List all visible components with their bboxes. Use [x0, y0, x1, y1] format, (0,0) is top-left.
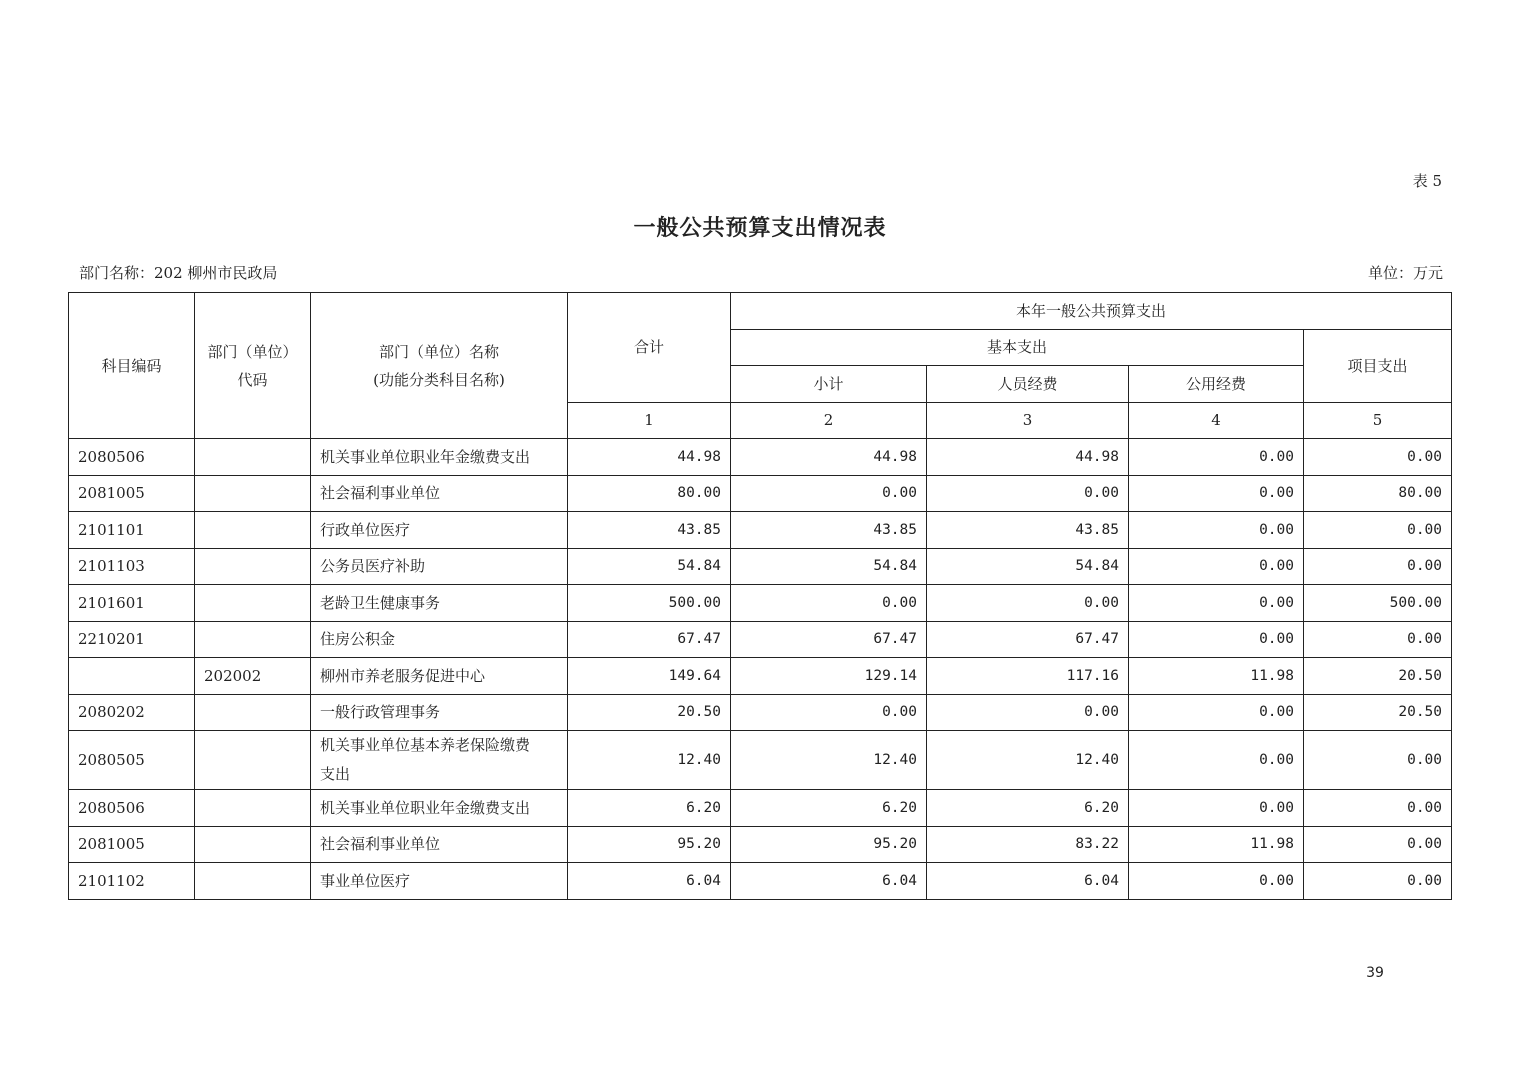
subtotal-cell: 95.20 — [731, 826, 927, 863]
public-cell: 0.00 — [1129, 790, 1304, 827]
header-total: 合计 — [568, 293, 731, 403]
subtotal-cell: 0.00 — [731, 694, 927, 731]
dept-code-cell — [195, 621, 311, 658]
item-name-line1: 机关事业单位基本养老保险缴费 — [320, 736, 531, 754]
item-name-cell: 事业单位医疗 — [311, 863, 568, 900]
personnel-cell: 0.00 — [927, 694, 1129, 731]
subtotal-cell: 54.84 — [731, 548, 927, 585]
header-personnel: 人员经费 — [927, 366, 1129, 403]
personnel-cell: 44.98 — [927, 439, 1129, 476]
subject-code-cell: 2101102 — [69, 863, 195, 900]
dept-code-cell — [195, 731, 311, 790]
table-row — [69, 585, 1452, 622]
total-cell: 6.04 — [568, 863, 731, 900]
header-subtotal: 小计 — [731, 366, 927, 403]
project-cell: 500.00 — [1304, 585, 1452, 622]
table-row — [69, 475, 1452, 512]
dept-code-cell — [195, 694, 311, 731]
header-basic: 基本支出 — [731, 329, 1304, 366]
col-number: 4 — [1129, 402, 1304, 439]
header-dept-name — [311, 293, 568, 439]
public-cell: 11.98 — [1129, 658, 1304, 695]
dept-code-cell — [195, 439, 311, 476]
public-cell: 0.00 — [1129, 548, 1304, 585]
total-cell: 43.85 — [568, 512, 731, 549]
subtotal-cell: 0.00 — [731, 475, 927, 512]
total-cell: 44.98 — [568, 439, 731, 476]
subtotal-cell: 12.40 — [731, 731, 927, 790]
public-cell: 0.00 — [1129, 694, 1304, 731]
col-number: 2 — [731, 402, 927, 439]
project-cell: 0.00 — [1304, 621, 1452, 658]
budget-table — [68, 292, 1452, 900]
public-cell: 11.98 — [1129, 826, 1304, 863]
subject-code-cell: 2080506 — [69, 790, 195, 827]
header-project: 项目支出 — [1304, 329, 1452, 402]
table-row — [69, 658, 1452, 695]
table-row — [69, 790, 1452, 827]
item-name-cell: 一般行政管理事务 — [311, 694, 568, 731]
item-name-cell: 社会福利事业单位 — [311, 475, 568, 512]
project-cell: 20.50 — [1304, 694, 1452, 731]
total-cell: 54.84 — [568, 548, 731, 585]
table-row — [69, 731, 1452, 790]
item-name-cell — [311, 731, 568, 790]
unit-label: 单位：万元 — [1367, 264, 1443, 282]
table-row — [69, 694, 1452, 731]
public-cell: 0.00 — [1129, 731, 1304, 790]
item-name-cell: 行政单位医疗 — [311, 512, 568, 549]
total-cell: 20.50 — [568, 694, 731, 731]
dept-code-cell — [195, 512, 311, 549]
item-name-cell: 住房公积金 — [311, 621, 568, 658]
personnel-cell: 12.40 — [927, 731, 1129, 790]
total-cell: 500.00 — [568, 585, 731, 622]
subject-code-cell: 2080505 — [69, 731, 195, 790]
project-cell: 0.00 — [1304, 512, 1452, 549]
subject-code-cell: 2081005 — [69, 826, 195, 863]
total-cell: 95.20 — [568, 826, 731, 863]
page-number: 39 — [1366, 965, 1384, 981]
subject-code-cell: 2101101 — [69, 512, 195, 549]
total-cell: 80.00 — [568, 475, 731, 512]
dept-code-cell — [195, 585, 311, 622]
table-number: 表 5 — [1412, 172, 1442, 190]
header-dept-name-line1: 部门（单位）名称 — [378, 342, 499, 361]
total-cell: 12.40 — [568, 731, 731, 790]
item-name-cell: 老龄卫生健康事务 — [311, 585, 568, 622]
personnel-cell: 117.16 — [927, 658, 1129, 695]
item-name-cell: 机关事业单位职业年金缴费支出 — [311, 790, 568, 827]
project-cell: 20.50 — [1304, 658, 1452, 695]
item-name-cell: 社会福利事业单位 — [311, 826, 568, 863]
total-cell: 149.64 — [568, 658, 731, 695]
project-cell: 0.00 — [1304, 826, 1452, 863]
col-number: 1 — [568, 402, 731, 439]
personnel-cell: 0.00 — [927, 475, 1129, 512]
subtotal-cell: 6.20 — [731, 790, 927, 827]
department-name: 部门名称：202 柳州市民政局 — [79, 264, 278, 282]
dept-code-cell — [195, 475, 311, 512]
table-row — [69, 826, 1452, 863]
personnel-cell: 6.04 — [927, 863, 1129, 900]
personnel-cell: 67.47 — [927, 621, 1129, 658]
subtotal-cell: 6.04 — [731, 863, 927, 900]
public-cell: 0.00 — [1129, 863, 1304, 900]
project-cell: 0.00 — [1304, 731, 1452, 790]
subtotal-cell: 43.85 — [731, 512, 927, 549]
subtotal-cell: 129.14 — [731, 658, 927, 695]
header-subject-code: 科目编码 — [69, 293, 195, 439]
table-row — [69, 512, 1452, 549]
public-cell: 0.00 — [1129, 512, 1304, 549]
public-cell: 0.00 — [1129, 439, 1304, 476]
header-public: 公用经费 — [1129, 366, 1304, 403]
personnel-cell: 54.84 — [927, 548, 1129, 585]
project-cell: 0.00 — [1304, 439, 1452, 476]
table-row — [69, 548, 1452, 585]
header-group: 本年一般公共预算支出 — [731, 293, 1452, 330]
subject-code-cell: 2101601 — [69, 585, 195, 622]
public-cell: 0.00 — [1129, 585, 1304, 622]
item-name-cell: 柳州市养老服务促进中心 — [311, 658, 568, 695]
public-cell: 0.00 — [1129, 621, 1304, 658]
subject-code-cell: 2210201 — [69, 621, 195, 658]
total-cell: 67.47 — [568, 621, 731, 658]
dept-code-cell — [195, 790, 311, 827]
project-cell: 80.00 — [1304, 475, 1452, 512]
project-cell: 0.00 — [1304, 863, 1452, 900]
subtotal-cell: 0.00 — [731, 585, 927, 622]
personnel-cell: 0.00 — [927, 585, 1129, 622]
personnel-cell: 6.20 — [927, 790, 1129, 827]
subject-code-cell: 2080506 — [69, 439, 195, 476]
item-name-cell: 机关事业单位职业年金缴费支出 — [311, 439, 568, 476]
col-number: 3 — [927, 402, 1129, 439]
subject-code-cell: 2080202 — [69, 694, 195, 731]
header-dept-name-line2: (功能分类科目名称) — [373, 370, 505, 389]
document-title: 一般公共预算支出情况表 — [633, 215, 887, 241]
subject-code-cell: 2101103 — [69, 548, 195, 585]
dept-code-cell — [195, 548, 311, 585]
item-name-cell: 公务员医疗补助 — [311, 548, 568, 585]
project-cell: 0.00 — [1304, 790, 1452, 827]
total-cell: 6.20 — [568, 790, 731, 827]
item-name-line2: 支出 — [320, 765, 351, 783]
dept-code-cell — [195, 826, 311, 863]
table-row — [69, 621, 1452, 658]
table-row — [69, 439, 1452, 476]
dept-code-cell: 202002 — [195, 658, 311, 695]
table-row — [69, 863, 1452, 900]
subtotal-cell: 44.98 — [731, 439, 927, 476]
subject-code-cell — [69, 658, 195, 695]
subject-code-cell: 2081005 — [69, 475, 195, 512]
project-cell: 0.00 — [1304, 548, 1452, 585]
subtotal-cell: 67.47 — [731, 621, 927, 658]
dept-code-cell — [195, 863, 311, 900]
personnel-cell: 43.85 — [927, 512, 1129, 549]
public-cell: 0.00 — [1129, 475, 1304, 512]
col-number: 5 — [1304, 402, 1452, 439]
header-dept-code: 部门（单位）代码 — [195, 293, 311, 439]
personnel-cell: 83.22 — [927, 826, 1129, 863]
